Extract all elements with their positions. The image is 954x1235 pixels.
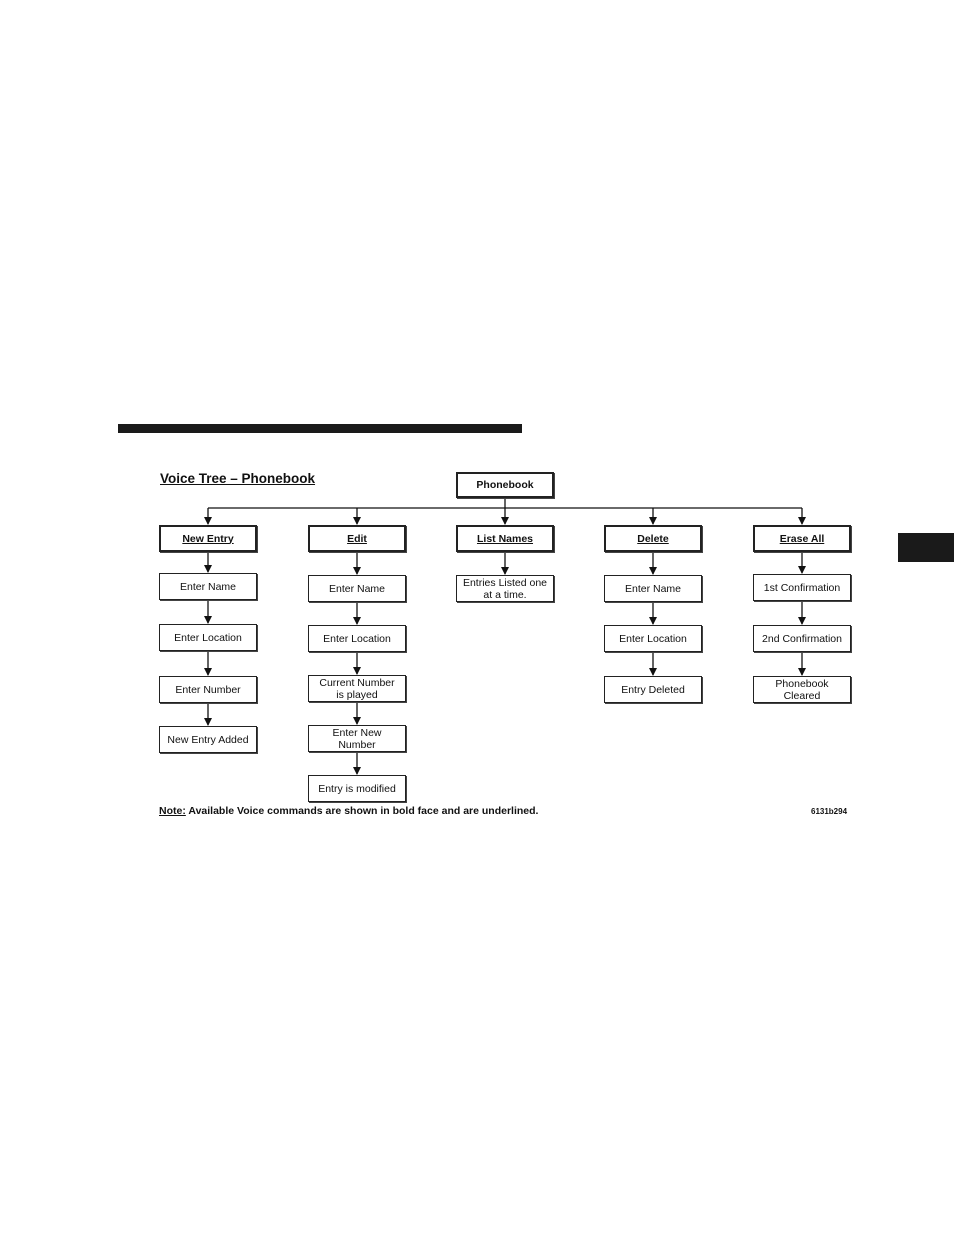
command-new-entry bbox=[159, 525, 257, 552]
delete-step-box bbox=[604, 625, 702, 652]
step-label: Enter Number bbox=[175, 683, 241, 696]
edit-step-box bbox=[308, 625, 406, 652]
erase-all-step-box bbox=[753, 574, 851, 601]
command-list-names bbox=[456, 525, 554, 552]
command-label: List Names bbox=[476, 532, 534, 545]
delete-step-box bbox=[604, 575, 702, 602]
new-entry-step-box bbox=[159, 573, 257, 600]
command-label: Erase All bbox=[779, 532, 825, 545]
new-entry-step-box bbox=[159, 624, 257, 651]
step-label: Enter Name bbox=[624, 582, 682, 595]
root-label: Phonebook bbox=[476, 479, 534, 491]
command-label: Edit bbox=[347, 532, 367, 545]
erase-all-step-box bbox=[753, 676, 851, 703]
step-label: Entry is modified bbox=[318, 782, 396, 795]
erase-all-step-box bbox=[753, 625, 851, 652]
note-text: Available Voice commands are shown in bold face and are underlined. bbox=[185, 805, 539, 817]
step-label: 2nd Confirmation bbox=[762, 632, 842, 645]
step-label: Phonebook Cleared bbox=[775, 677, 829, 702]
edit-step-box bbox=[308, 725, 406, 752]
edit-step-box bbox=[308, 675, 406, 702]
command-edit bbox=[308, 525, 406, 552]
command-label: New Entry bbox=[182, 532, 234, 545]
figure-code: 6131b294 bbox=[811, 807, 848, 816]
step-label: Enter Name bbox=[328, 582, 386, 595]
root-phonebook-box bbox=[456, 472, 554, 498]
delete-step-box bbox=[604, 676, 702, 703]
new-entry-step-box bbox=[159, 726, 257, 753]
step-label: Enter Location bbox=[323, 632, 391, 645]
command-label: Delete bbox=[637, 532, 669, 545]
note-label: Note: bbox=[159, 805, 186, 817]
step-label: Enter New Number bbox=[332, 726, 382, 751]
list-names-step-box bbox=[456, 575, 554, 602]
step-label: Entries Listed one at a time. bbox=[462, 576, 548, 601]
step-label: Enter Location bbox=[174, 631, 242, 644]
edit-step-box bbox=[308, 575, 406, 602]
step-label: Current Number is played bbox=[319, 676, 395, 701]
step-label: Enter Name bbox=[179, 580, 237, 593]
step-label: Entry Deleted bbox=[621, 683, 685, 696]
step-label: 1st Confirmation bbox=[763, 581, 841, 594]
diagram-title: Voice Tree – Phonebook bbox=[160, 471, 316, 486]
step-label: New Entry Added bbox=[167, 733, 249, 746]
footnote bbox=[159, 805, 538, 817]
new-entry-step-box bbox=[159, 676, 257, 703]
command-erase-all bbox=[753, 525, 851, 552]
command-delete bbox=[604, 525, 702, 552]
edit-step-box bbox=[308, 775, 406, 802]
step-label: Enter Location bbox=[619, 632, 687, 645]
